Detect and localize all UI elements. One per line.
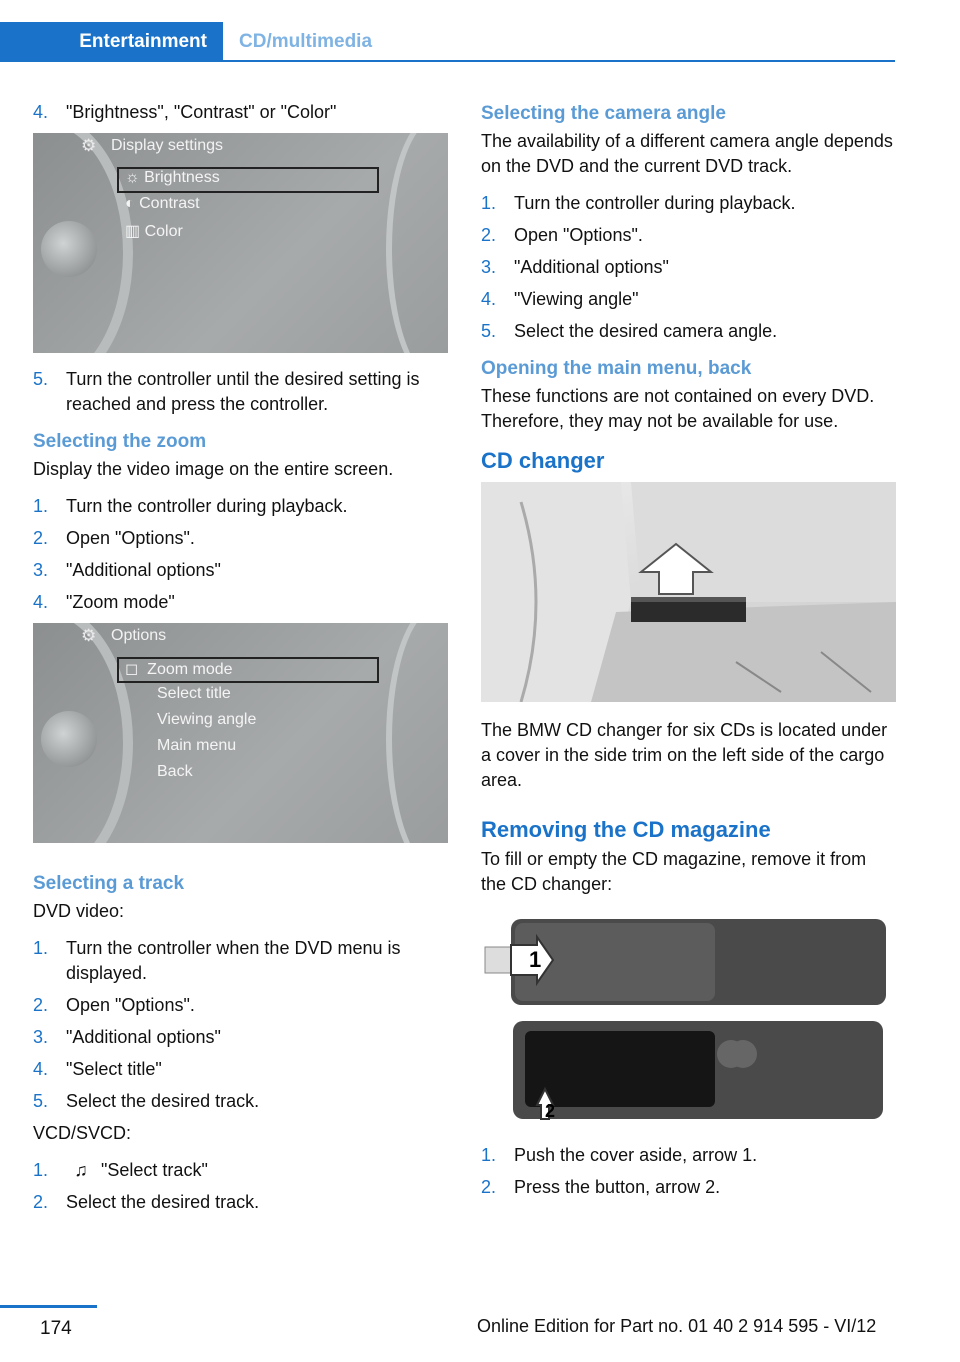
step-item: 1. Push the cover aside, arrow 1. (481, 1145, 758, 1165)
camera-heading: Selecting the camera angle (481, 103, 726, 124)
track-heading: Selecting a track (33, 873, 185, 894)
gear-icon: ⚙ (81, 626, 97, 645)
select-track-icon: ♫ (74, 1160, 88, 1180)
step-text: Turn the controller until the desired setting is reached and press the controller. (66, 369, 420, 414)
step-item: 4. "Viewing angle" (481, 289, 639, 309)
cd-changer-photo (481, 482, 896, 702)
cargo-area-illustration (481, 482, 896, 702)
step-item: 1. Turn the controller during playback. (481, 193, 796, 213)
step-item: 4. "Select title" (33, 1059, 162, 1079)
screen-edge-ring (386, 133, 448, 353)
menu-item-back: Back (157, 763, 193, 780)
cd-magazine-illustration (481, 909, 896, 1129)
menu-text: These functions are not contained on every DVD. Therefore, they may not be available for use. (481, 386, 875, 431)
menu-item-color: ▥ Color (125, 223, 183, 240)
controller-knob (41, 221, 97, 277)
menu-heading: Opening the main menu, back (481, 358, 752, 379)
step-item: 5. Select the desired camera angle. (481, 321, 778, 341)
magazine-drawing (481, 909, 896, 1129)
screen-title: Display settings (111, 137, 224, 154)
step-item: 1. Turn the controller during playback. (33, 496, 348, 516)
step-item: 3. "Additional options" (33, 560, 221, 580)
step-number: 5. (33, 369, 49, 389)
section-tab: Entertainment (0, 22, 223, 62)
zoom-steps (33, 494, 448, 615)
step-item: 4. "Zoom mode" (33, 592, 175, 612)
page-header (0, 22, 895, 62)
menu-item-contrast: ◐ Contrast (125, 195, 200, 212)
menu-item-viewing-angle: Viewing angle (157, 711, 257, 728)
zoom-intro: Display the video image on the entire screen. (33, 459, 394, 479)
left-column (33, 100, 448, 1222)
controller-knob (41, 711, 97, 767)
changer-text: The BMW CD changer for six CDs is located under a cover in the side trim on the left side of the cargo area. (481, 720, 888, 790)
step-item: 2. Open "Options". (481, 225, 643, 245)
remove-steps (481, 1143, 896, 1200)
right-column (481, 100, 896, 1207)
changer-heading: CD changer (481, 448, 605, 473)
gear-icon: ⚙ (81, 136, 97, 155)
step-item: 1. Turn the controller when the DVD menu is displayed. (33, 938, 401, 983)
zoom-heading: Selecting the zoom (33, 431, 207, 452)
dvd-steps (33, 936, 448, 1114)
menu-item-zoom-mode: ◻ Zoom mode (125, 661, 233, 678)
step-item: 1. ♫ "Select track" (33, 1158, 448, 1183)
footer-rule (0, 1305, 97, 1308)
page-number: 174 (40, 1318, 72, 1339)
edition-line: Online Edition for Part no. 01 40 2 914 595 - VI/12 (477, 1316, 877, 1336)
step-item: 3. "Additional options" (33, 1027, 221, 1047)
vcd-steps (33, 1158, 448, 1215)
menu-item-main-menu: Main menu (157, 737, 237, 754)
step-item (33, 367, 448, 417)
step-item: 2. Open "Options". (33, 995, 195, 1015)
step-item (33, 100, 448, 125)
dvd-label: DVD video: (33, 901, 125, 921)
screen-title: Options (111, 627, 167, 644)
arrow-label-1: 1 (529, 947, 542, 972)
remove-heading: Removing the CD magazine (481, 817, 771, 842)
camera-steps (481, 191, 896, 344)
menu-item-brightness: ☼ Brightness (125, 169, 220, 186)
display-settings-screenshot (33, 133, 448, 353)
step-item: 2. Select the desired track. (33, 1192, 260, 1212)
menu-item-select-title: Select title (157, 685, 231, 702)
options-screenshot (33, 623, 448, 843)
step-item: 3. "Additional options" (481, 257, 669, 277)
step-item: 2. Open "Options". (33, 528, 195, 548)
camera-intro: The availability of a different camera angle depends on the DVD and the current DVD track. (481, 131, 893, 176)
vcd-label: VCD/SVCD: (33, 1123, 132, 1143)
subsection-tab: CD/multimedia (239, 31, 373, 52)
header-rule (223, 60, 895, 62)
arrow-label-2: 2 (545, 1101, 556, 1121)
remove-text: To fill or empty the CD magazine, remove it from the CD changer: (481, 849, 867, 894)
step-number: 4. (33, 102, 49, 122)
screen-edge-ring (386, 623, 448, 843)
step-item: 5. Select the desired track. (33, 1091, 260, 1111)
step-item: 2. Press the button, arrow 2. (481, 1177, 721, 1197)
step-text: "Brightness", "Contrast" or "Color" (66, 102, 337, 122)
